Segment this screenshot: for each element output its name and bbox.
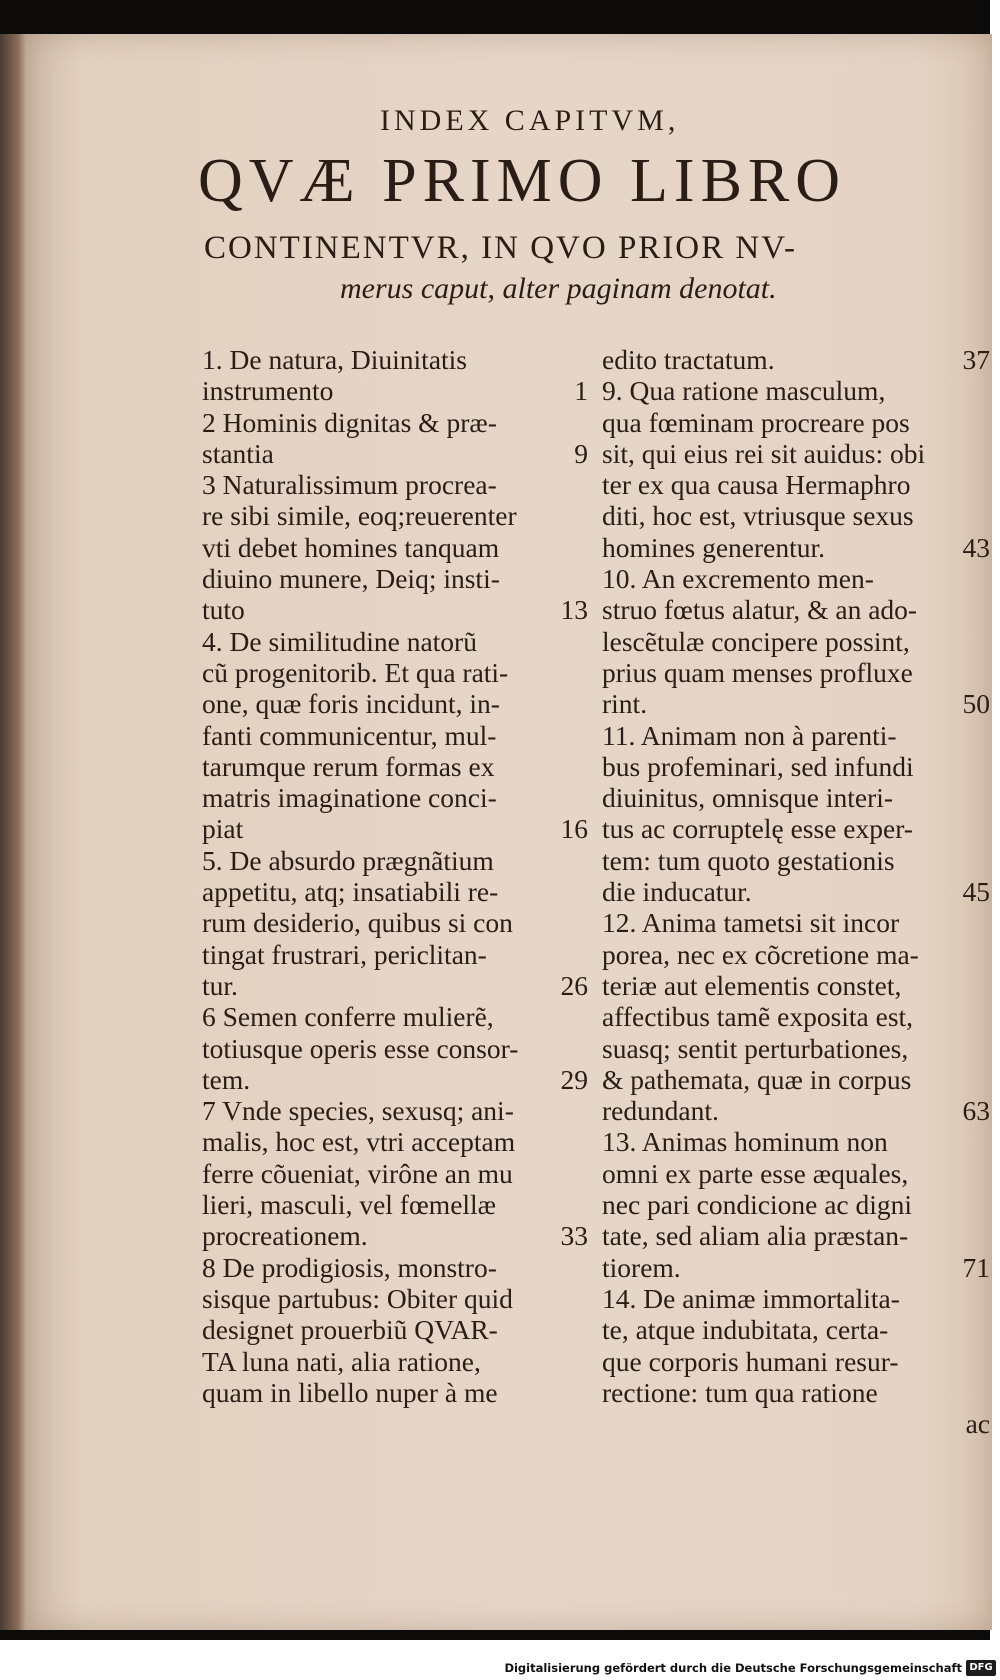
- page-number: 43: [962, 531, 990, 563]
- page-number: [984, 500, 990, 531]
- index-line-text: 12. Anima tametsi sit incor: [602, 907, 900, 939]
- page-number: [582, 1314, 588, 1345]
- index-line: [202, 1314, 588, 1345]
- page-number: [582, 1001, 588, 1032]
- page-number: ac: [965, 1408, 990, 1440]
- index-line-text: 13. Animas hominum non: [602, 1126, 888, 1158]
- page-number: [984, 657, 990, 688]
- index-line-text: rint.: [602, 688, 648, 720]
- left-column: [202, 344, 588, 1408]
- index-line: [202, 657, 588, 688]
- index-line: [602, 1064, 990, 1095]
- index-line: [202, 563, 588, 594]
- index-line: [602, 1346, 990, 1377]
- page-number: [582, 1033, 588, 1064]
- page-number: [582, 939, 588, 970]
- page-number: 9: [574, 437, 588, 469]
- page-number: 13: [560, 594, 588, 626]
- index-line-text: sisque partubus: Obiter quid: [202, 1282, 513, 1314]
- index-line: [202, 688, 588, 719]
- page-number: [984, 375, 990, 406]
- index-line-text: re sibi simile, eoq;reuerenter: [202, 500, 517, 532]
- page-number: [984, 907, 990, 938]
- page-number: [984, 407, 990, 438]
- index-line-text: totiusque operis esse consor-: [202, 1032, 519, 1064]
- index-line-text: lescẽtulæ concipere possint,: [602, 625, 910, 657]
- index-line-text: bus profeminari, sed infundi: [602, 750, 914, 782]
- page-number: [984, 1126, 990, 1157]
- index-line: [602, 876, 990, 907]
- index-line: [602, 1377, 990, 1408]
- index-line-text: que corporis humani resur-: [602, 1345, 899, 1377]
- index-line-text: fanti communicentur, mul-: [202, 719, 497, 751]
- index-line-text: qua fœminam procreare pos: [602, 406, 910, 438]
- index-line: [602, 939, 990, 970]
- index-line: [202, 438, 588, 469]
- index-line-text: & pathemata, quæ in corpus: [602, 1063, 912, 1095]
- page-number: [582, 720, 588, 751]
- index-line: [602, 563, 990, 594]
- index-line: [602, 782, 990, 813]
- page-number: [984, 1346, 990, 1377]
- index-line-text: lieri, masculi, vel fœmellæ: [202, 1189, 497, 1221]
- index-line-text: tingat frustrari, periclitan-: [202, 938, 487, 970]
- page-number: [984, 1158, 990, 1189]
- index-line-text: tem.: [202, 1063, 251, 1095]
- page-number: [582, 1126, 588, 1157]
- dfg-logo-text: DFG: [969, 1662, 993, 1673]
- index-line: [202, 813, 588, 844]
- index-line: [202, 1064, 588, 1095]
- page-number: [582, 782, 588, 813]
- page-number: 26: [560, 969, 588, 1001]
- index-line-text: appetitu, atq; insatiabili re-: [202, 876, 499, 908]
- index-line: [202, 500, 588, 531]
- index-line: [202, 1220, 588, 1251]
- page-number: [582, 469, 588, 500]
- page-number: [582, 1283, 588, 1314]
- page-number: [984, 782, 990, 813]
- index-line: [602, 532, 990, 563]
- page-number: [582, 1346, 588, 1377]
- index-line: [602, 344, 990, 375]
- page-number: [984, 970, 990, 1001]
- index-line: [602, 407, 990, 438]
- index-line: [202, 970, 588, 1001]
- index-line-text: tiorem.: [602, 1251, 681, 1283]
- index-line: [202, 1126, 588, 1157]
- index-line: [202, 1095, 588, 1126]
- index-line: [202, 939, 588, 970]
- page-number: [984, 720, 990, 751]
- book-spine-edge: [0, 34, 26, 1630]
- index-line: [602, 907, 990, 938]
- page-number: 1: [574, 375, 588, 407]
- page-number: 37: [962, 344, 990, 375]
- page-number: [582, 1252, 588, 1283]
- page-number: [582, 1158, 588, 1189]
- page-number: 63: [962, 1095, 990, 1127]
- index-line-text: piat: [202, 813, 244, 845]
- index-line-text: ter ex qua causa Hermaphro: [602, 469, 911, 501]
- page-number: [582, 845, 588, 876]
- index-line-text: tuto: [202, 594, 245, 626]
- index-line-text: sit, qui eius rei sit auidus: obi: [602, 437, 926, 469]
- index-line: [602, 1158, 990, 1189]
- index-line-text: tarumque rerum formas ex: [202, 750, 495, 782]
- index-line-text: 14. De animæ immortalita-: [602, 1282, 900, 1314]
- page-number: 71: [962, 1251, 990, 1283]
- index-line: [202, 845, 588, 876]
- index-line: [202, 907, 588, 938]
- page-number: [984, 1033, 990, 1064]
- index-line: [602, 751, 990, 782]
- index-line: [602, 1126, 990, 1157]
- page-number: [582, 751, 588, 782]
- index-line-text: tate, sed aliam alia præstan-: [602, 1220, 909, 1252]
- index-line-text: 9. Qua ratione masculum,: [602, 375, 886, 407]
- index-line-text: stantia: [202, 437, 274, 469]
- index-line: [202, 1377, 588, 1408]
- page-number: [582, 688, 588, 719]
- subtitle-heading: CONTINENTVR, IN QVO PRIOR NV-: [204, 230, 798, 266]
- index-line-text: 8 De prodigiosis, monstro-: [202, 1251, 497, 1283]
- index-line-text: vti debet homines tanquam: [202, 531, 500, 563]
- index-line-text: instrumento: [202, 375, 334, 407]
- page-number: [582, 876, 588, 907]
- index-line: [602, 1408, 990, 1439]
- index-heading: INDEX CAPITVM,: [380, 104, 680, 137]
- index-line-text: porea, nec ex cõcretione ma-: [602, 938, 919, 970]
- index-line: [202, 1346, 588, 1377]
- page-number: [984, 939, 990, 970]
- index-line-text: ferre cõueniat, virône an mu: [202, 1157, 513, 1189]
- index-line-text: struo fœtus alatur, & an ado-: [602, 594, 918, 626]
- page-number: [984, 594, 990, 625]
- index-line: [602, 1283, 990, 1314]
- right-column: [602, 344, 990, 1439]
- page-number: 45: [962, 876, 990, 908]
- page-number: [984, 438, 990, 469]
- index-line-text: cũ progenitorib. Et qua rati-: [202, 656, 509, 688]
- index-line-text: omni ex parte esse æquales,: [602, 1157, 909, 1189]
- index-line-text: malis, hoc est, vtri acceptam: [202, 1126, 516, 1158]
- page-number: [582, 532, 588, 563]
- page-number: [582, 344, 588, 375]
- page-number: [582, 407, 588, 438]
- index-line-text: tem: tum quoto gestationis: [602, 844, 895, 876]
- index-line-text: procreationem.: [202, 1220, 368, 1252]
- index-line-text: diuinitus, omnisque interi-: [602, 782, 894, 814]
- page-number: [984, 813, 990, 844]
- index-line-text: 1. De natura, Diuinitatis: [202, 344, 468, 375]
- index-line: [602, 1001, 990, 1032]
- index-line: [602, 1314, 990, 1345]
- page-number: [984, 626, 990, 657]
- title-heading: QVÆ PRIMO LIBRO: [198, 147, 847, 215]
- index-line-text: suasq; sentit perturbationes,: [602, 1032, 909, 1064]
- index-line-text: rectione: tum qua ratione: [602, 1376, 878, 1408]
- index-line-text: diti, hoc est, vtriusque sexus: [602, 500, 914, 532]
- index-line: [202, 1001, 588, 1032]
- index-line-text: 11. Animam non à parenti-: [602, 719, 897, 751]
- page-number: [984, 1220, 990, 1251]
- page-number: [984, 1001, 990, 1032]
- index-line-text: rum desiderio, quibus si con: [202, 907, 513, 939]
- index-line: [602, 1033, 990, 1064]
- page-number: [984, 1283, 990, 1314]
- dfg-logo: [966, 1660, 996, 1676]
- page-number: [984, 751, 990, 782]
- index-line: [202, 344, 588, 375]
- index-line: [202, 1252, 588, 1283]
- index-line: [202, 720, 588, 751]
- index-line: [602, 1189, 990, 1220]
- page-number: 33: [560, 1220, 588, 1252]
- page-number: [984, 1064, 990, 1095]
- index-line: [202, 751, 588, 782]
- page-number: [984, 1189, 990, 1220]
- index-line-text: diuino munere, Deiq; insti-: [202, 563, 500, 595]
- index-line: [202, 469, 588, 500]
- index-line: [602, 1220, 990, 1251]
- index-line: [602, 688, 990, 719]
- index-line-text: 2 Hominis dignitas & præ-: [202, 406, 497, 438]
- page-number: [582, 907, 588, 938]
- index-line-text: designet prouerbiũ QVAR-: [202, 1314, 498, 1346]
- index-line-text: affectibus tamẽ exposita est,: [602, 1001, 914, 1033]
- page-number: [984, 563, 990, 594]
- page-number: [582, 563, 588, 594]
- index-line: [602, 813, 990, 844]
- index-line-text: 7 Vnde species, sexusq; ani-: [202, 1095, 514, 1127]
- index-line-text: 10. An excremento men-: [602, 563, 874, 595]
- index-line: [202, 1283, 588, 1314]
- funding-credit: Digitalisierung gefördert durch die Deutsche Forschungsgemeinschaft: [504, 1661, 962, 1675]
- index-line: [602, 1095, 990, 1126]
- page-number: [984, 845, 990, 876]
- index-line: [202, 375, 588, 406]
- index-line: [202, 532, 588, 563]
- index-line-text: te, atque indubitata, certa-: [602, 1314, 889, 1346]
- index-line: [202, 1189, 588, 1220]
- index-line-text: homines generentur.: [602, 531, 825, 563]
- index-line-text: tur.: [202, 969, 238, 1001]
- page-number: [582, 1095, 588, 1126]
- index-line: [602, 720, 990, 751]
- index-line-text: matris imaginatione conci-: [202, 782, 497, 814]
- index-line-text: nec pari condicione ac digni: [602, 1189, 913, 1221]
- index-line: [202, 1033, 588, 1064]
- page-number: [582, 1189, 588, 1220]
- index-line-text: 3 Naturalissimum procrea-: [202, 469, 497, 501]
- index-line-text: quam in libello nuper à me: [202, 1376, 498, 1408]
- index-line: [602, 970, 990, 1001]
- page-number: [582, 626, 588, 657]
- page-number: 50: [962, 688, 990, 720]
- index-line-text: prius quam menses profluxe: [602, 656, 913, 688]
- page-number: 16: [560, 813, 588, 845]
- page-number: [582, 657, 588, 688]
- index-line-text: one, quæ foris incidunt, in-: [202, 688, 500, 720]
- index-line: [602, 657, 990, 688]
- index-line-text: 5. De absurdo prægnãtium: [202, 844, 494, 876]
- index-line-text: teriæ aut elementis constet,: [602, 969, 902, 1001]
- index-line: [202, 1158, 588, 1189]
- index-line: [602, 626, 990, 657]
- footer-bar: [0, 1658, 1000, 1680]
- page-number: [984, 1377, 990, 1408]
- index-line-text: tus ac corruptelę esse exper-: [602, 813, 913, 845]
- page-number: [582, 500, 588, 531]
- index-line: [602, 1252, 990, 1283]
- page-number: [582, 1377, 588, 1408]
- index-line-text: die inducatur.: [602, 876, 752, 908]
- index-line: [202, 876, 588, 907]
- index-line: [602, 438, 990, 469]
- index-line: [602, 845, 990, 876]
- index-line: [602, 469, 990, 500]
- index-line-text: 4. De similitudine natorũ: [202, 625, 477, 657]
- index-line-text: edito tractatum.: [602, 344, 775, 375]
- index-line: [202, 407, 588, 438]
- index-line: [202, 594, 588, 625]
- page-number: [984, 1314, 990, 1345]
- index-line: [202, 626, 588, 657]
- index-line: [602, 375, 990, 406]
- subtitle-italic: merus caput, alter paginam denotat.: [340, 272, 777, 305]
- page-number: 29: [560, 1063, 588, 1095]
- index-line-text: TA luna nati, alia ratione,: [202, 1345, 481, 1377]
- index-line-text: redundant.: [602, 1095, 719, 1127]
- index-line-text: 6 Semen conferre mulierẽ,: [202, 1001, 494, 1033]
- index-line: [202, 782, 588, 813]
- page-number: [984, 469, 990, 500]
- index-line: [602, 594, 990, 625]
- index-line: [602, 500, 990, 531]
